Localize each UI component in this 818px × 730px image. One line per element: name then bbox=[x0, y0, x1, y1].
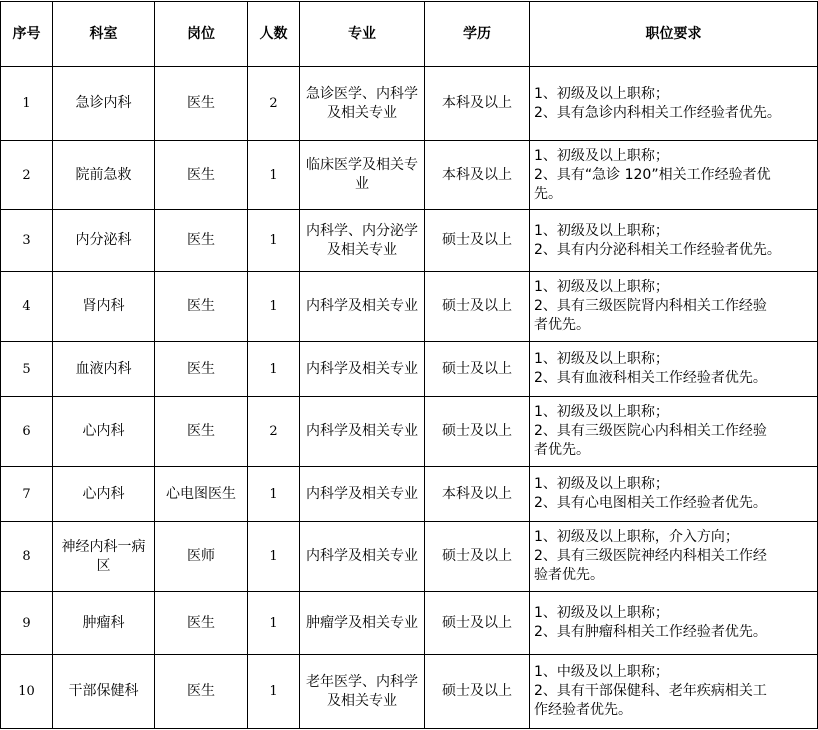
cell-seq: 4 bbox=[1, 272, 53, 342]
cell-major: 内科学及相关专业 bbox=[300, 272, 425, 342]
cell-count: 1 bbox=[248, 210, 300, 272]
cell-post: 医师 bbox=[155, 522, 248, 592]
cell-count: 1 bbox=[248, 467, 300, 522]
requirement-line: 1、初级及以上职称； bbox=[534, 279, 669, 295]
cell-edu: 硕士及以上 bbox=[425, 592, 530, 655]
cell-post: 医生 bbox=[155, 397, 248, 467]
table-row bbox=[1, 67, 818, 141]
cell-post: 医生 bbox=[155, 342, 248, 397]
table-row bbox=[1, 655, 818, 729]
cell-dept: 内分泌科 bbox=[53, 210, 155, 272]
cell-count: 1 bbox=[248, 272, 300, 342]
cell-edu: 本科及以上 bbox=[425, 141, 530, 210]
cell-requirements bbox=[530, 342, 818, 397]
cell-post: 医生 bbox=[155, 655, 248, 729]
cell-major: 内科学及相关专业 bbox=[300, 467, 425, 522]
cell-major: 内科学及相关专业 bbox=[300, 397, 425, 467]
cell-dept: 肾内科 bbox=[53, 272, 155, 342]
cell-dept: 干部保健科 bbox=[53, 655, 155, 729]
cell-dept: 神经内科一病区 bbox=[53, 522, 155, 592]
cell-edu: 硕士及以上 bbox=[425, 342, 530, 397]
requirement-line: 1、初级及以上职称，介入方向； bbox=[534, 529, 739, 545]
cell-edu: 硕士及以上 bbox=[425, 522, 530, 592]
requirement-line: 2、具有内分泌科相关工作经验者优先。 bbox=[534, 241, 781, 258]
cell-seq: 1 bbox=[1, 67, 53, 141]
requirement-line: 2、具有急诊内科相关工作经验者优先。 bbox=[534, 104, 781, 121]
cell-seq: 5 bbox=[1, 342, 53, 397]
cell-seq: 2 bbox=[1, 141, 53, 210]
requirement-line: 2、具有肿瘤科相关工作经验者优先。 bbox=[534, 624, 767, 640]
cell-dept: 院前急救 bbox=[53, 141, 155, 210]
requirement-line: 2、具有“急诊 120”相关工作经验者优 bbox=[534, 166, 771, 183]
cell-dept: 心内科 bbox=[53, 467, 155, 522]
cell-dept: 血液内科 bbox=[53, 342, 155, 397]
cell-count: 2 bbox=[248, 397, 300, 467]
header-major: 专业 bbox=[300, 2, 425, 67]
table-row bbox=[1, 141, 818, 210]
header-edu: 学历 bbox=[425, 2, 530, 67]
cell-requirements bbox=[530, 141, 818, 210]
cell-requirements bbox=[530, 592, 818, 655]
cell-count: 1 bbox=[248, 141, 300, 210]
cell-seq: 9 bbox=[1, 592, 53, 655]
header-row bbox=[1, 2, 818, 67]
cell-major: 内科学及相关专业 bbox=[300, 522, 425, 592]
requirement-line: 者优先。 bbox=[534, 442, 590, 458]
requirement-line: 者优先。 bbox=[534, 317, 590, 333]
table-row bbox=[1, 522, 818, 592]
table-row bbox=[1, 272, 818, 342]
cell-dept: 心内科 bbox=[53, 397, 155, 467]
cell-edu: 硕士及以上 bbox=[425, 210, 530, 272]
requirement-line: 2、具有干部保健科、老年疾病相关工 bbox=[534, 683, 767, 699]
cell-requirements bbox=[530, 272, 818, 342]
cell-post: 心电图医生 bbox=[155, 467, 248, 522]
header-seq: 序号 bbox=[1, 2, 53, 67]
cell-seq: 8 bbox=[1, 522, 53, 592]
requirement-line: 2、具有血液科相关工作经验者优先。 bbox=[534, 370, 767, 386]
requirement-line: 1、中级及以上职称； bbox=[534, 664, 669, 680]
cell-seq: 7 bbox=[1, 467, 53, 522]
table-row bbox=[1, 342, 818, 397]
cell-post: 医生 bbox=[155, 272, 248, 342]
cell-count: 1 bbox=[248, 655, 300, 729]
cell-major: 急诊医学、内科学及相关专业 bbox=[300, 67, 425, 141]
cell-requirements bbox=[530, 655, 818, 729]
header-post: 岗位 bbox=[155, 2, 248, 67]
cell-major: 内科学、内分泌学及相关专业 bbox=[300, 210, 425, 272]
cell-count: 1 bbox=[248, 522, 300, 592]
cell-major: 临床医学及相关专业 bbox=[300, 141, 425, 210]
table-row bbox=[1, 467, 818, 522]
cell-edu: 硕士及以上 bbox=[425, 655, 530, 729]
requirement-line: 2、具有三级医院心内科相关工作经验 bbox=[534, 423, 767, 439]
cell-major: 老年医学、内科学及相关专业 bbox=[300, 655, 425, 729]
requirement-line: 验者优先。 bbox=[534, 567, 604, 583]
cell-post: 医生 bbox=[155, 141, 248, 210]
requirement-line: 2、具有三级医院肾内科相关工作经验 bbox=[534, 298, 767, 314]
requirement-line: 2、具有三级医院神经内科相关工作经 bbox=[534, 548, 767, 564]
requirement-line: 2、具有心电图相关工作经验者优先。 bbox=[534, 495, 767, 511]
table-row bbox=[1, 397, 818, 467]
cell-edu: 本科及以上 bbox=[425, 67, 530, 141]
requirement-line: 1、初级及以上职称； bbox=[534, 147, 669, 164]
cell-count: 2 bbox=[248, 67, 300, 141]
recruitment-table bbox=[0, 1, 818, 729]
header-req: 职位要求 bbox=[530, 2, 818, 67]
cell-seq: 3 bbox=[1, 210, 53, 272]
cell-seq: 6 bbox=[1, 397, 53, 467]
requirement-line: 1、初级及以上职称； bbox=[534, 404, 669, 420]
cell-post: 医生 bbox=[155, 67, 248, 141]
requirement-line: 1、初级及以上职称； bbox=[534, 222, 669, 239]
cell-post: 医生 bbox=[155, 592, 248, 655]
requirement-line: 1、初级及以上职称； bbox=[534, 85, 669, 102]
table-body bbox=[1, 67, 818, 729]
cell-edu: 硕士及以上 bbox=[425, 397, 530, 467]
cell-requirements bbox=[530, 397, 818, 467]
requirement-line: 先。 bbox=[534, 185, 562, 202]
cell-requirements bbox=[530, 210, 818, 272]
header-dept: 科室 bbox=[53, 2, 155, 67]
cell-requirements bbox=[530, 467, 818, 522]
cell-major: 肿瘤学及相关专业 bbox=[300, 592, 425, 655]
requirement-line: 作经验者优先。 bbox=[534, 702, 632, 718]
cell-edu: 本科及以上 bbox=[425, 467, 530, 522]
header-count: 人数 bbox=[248, 2, 300, 67]
cell-post: 医生 bbox=[155, 210, 248, 272]
cell-requirements bbox=[530, 522, 818, 592]
table-row bbox=[1, 592, 818, 655]
cell-requirements bbox=[530, 67, 818, 141]
cell-dept: 肿瘤科 bbox=[53, 592, 155, 655]
requirement-line: 1、初级及以上职称； bbox=[534, 605, 669, 621]
requirement-line: 1、初级及以上职称； bbox=[534, 351, 669, 367]
cell-count: 1 bbox=[248, 342, 300, 397]
cell-seq: 10 bbox=[1, 655, 53, 729]
table-row bbox=[1, 210, 818, 272]
cell-dept: 急诊内科 bbox=[53, 67, 155, 141]
cell-major: 内科学及相关专业 bbox=[300, 342, 425, 397]
cell-count: 1 bbox=[248, 592, 300, 655]
requirement-line: 1、初级及以上职称； bbox=[534, 476, 669, 492]
cell-edu: 硕士及以上 bbox=[425, 272, 530, 342]
